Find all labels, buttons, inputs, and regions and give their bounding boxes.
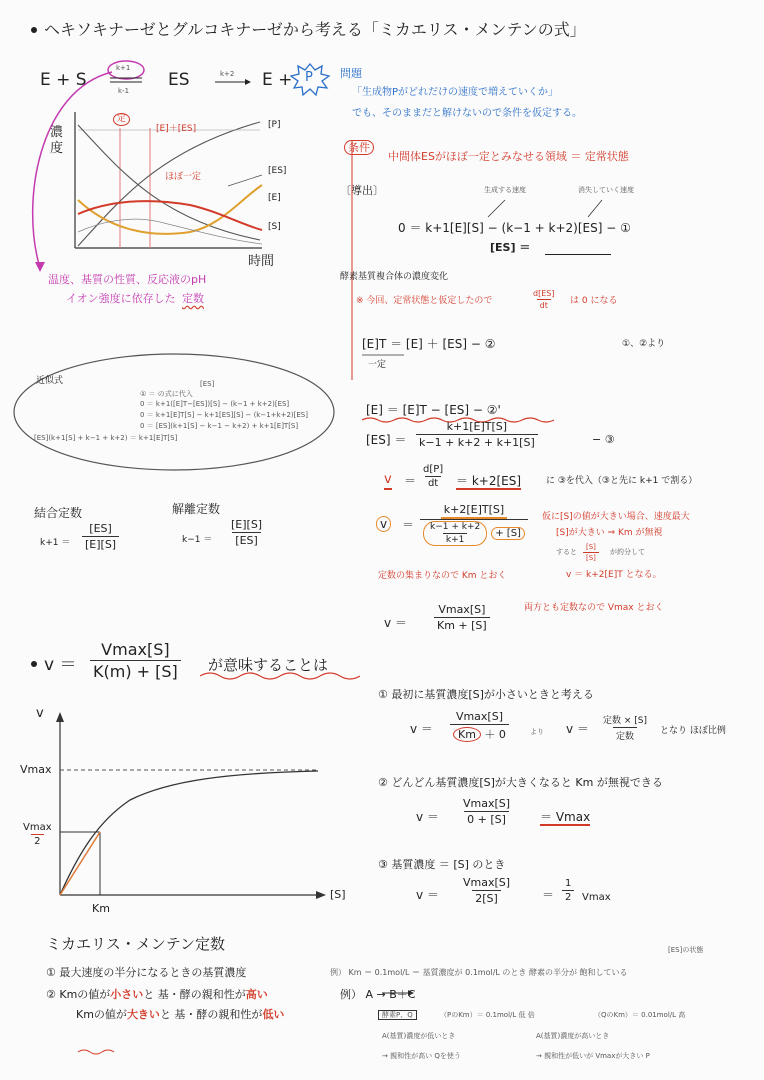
side-note-1: 仮に[S]の値が大きい場合、速度最大	[542, 512, 690, 522]
velocity-substitution-note: に ③を代入（③と先に k+1 で割る）	[546, 476, 698, 486]
curve-label-p: [P]	[268, 120, 281, 130]
case-3-half: $\frac{1}{2}$	[562, 878, 574, 903]
mm-row-2a: ② Kmの値が小さいと 基・酵の親和性が高い	[46, 988, 268, 1001]
mm-row-2a-example: 例） A → B＋C	[340, 988, 416, 1001]
case-2-result: ＝ Vmax	[540, 810, 590, 826]
constant-tag: 定	[113, 113, 130, 126]
graph2-ylabel: v	[36, 706, 44, 721]
equation-1: 0 ＝ k+1[E][S] − (k−1 + k+2)[ES] − ①	[398, 221, 631, 235]
velocity-fraction: k+2[E]T[S] $\frac{k-1 + k+2}{k+1}$ + [S]	[420, 503, 528, 546]
high-substrate-case: A(基質)濃度が高いとき	[536, 1032, 610, 1040]
k-reverse: k-1	[118, 87, 130, 95]
curve-label-e: [E]	[268, 193, 281, 203]
e-curve	[78, 185, 262, 234]
side-note-3b: が約分して	[610, 548, 645, 556]
section2-fraction: Vmax[S] K(m) + [S]	[90, 640, 181, 681]
mm-row-2b: Kmの値が大きいと 基・酵の親和性が低い	[76, 1008, 285, 1021]
side-note-frac: $\frac{[S]}{[S]}$	[583, 543, 599, 562]
approx-line: [ES](k+1[S] + k−1 + k+2) ＝ k+1[E]T[S]	[34, 434, 178, 442]
velocity-symbol-2: v	[376, 516, 391, 532]
p-curve	[78, 122, 260, 246]
equation-3-fraction: $\frac{k+1[E]T[S]}{k-1 + k+2 + k+1[S]}$	[416, 420, 538, 449]
graph2-half-vmax: Vmax 2	[23, 822, 52, 847]
low-substrate-case: A(基質)濃度が低いとき	[382, 1032, 456, 1040]
rate-note-line2: イオン強度に依存した	[66, 292, 176, 305]
k-plus-2: k+2	[220, 70, 235, 78]
equation-2: [E]T ＝ [E] ＋ [ES] − ②	[362, 337, 496, 351]
km-definition-note: 定数の集まりなので Km とおく	[378, 571, 507, 581]
approx-constant-label: ほぼ一定	[165, 172, 202, 182]
rate-note-const: 定数	[182, 292, 204, 305]
problem-header: 問題	[340, 67, 362, 80]
mm-constant-es-state: [ES]の状態	[668, 946, 704, 954]
es-sum-label: [E]＋[ES]	[156, 124, 197, 134]
reaction-complex: ES	[168, 70, 190, 90]
product-label: P	[305, 70, 313, 85]
des-dt-fraction: $\frac{d[ES]}{dt}$	[533, 289, 555, 310]
velocity-k2-es: ＝ k+2[ES]	[456, 474, 521, 490]
approx-tag: [ES]	[200, 380, 215, 388]
condition-text: 中間体ESがほぼ一定とみなせる領域 ＝ 定常状態	[388, 150, 629, 163]
vmax-definition-note: 両方とも定数なので Vmax とおく	[524, 603, 664, 613]
approx-line: 0 ＝ [ES](k+1[S] − k−1 − k+2) + k+1[E]T[S]	[140, 422, 299, 430]
equation-3-lhs: [ES] ＝	[366, 433, 407, 447]
problem-line2: でも、そのままだと解けないので条件を仮定する。	[352, 108, 582, 119]
approx-title: 近似式	[36, 376, 64, 386]
magenta-pointer-arrow	[33, 72, 112, 268]
case-3: ③ 基質濃度 ＝ [S] のとき	[378, 858, 506, 871]
reaction-rhs: E +	[262, 70, 293, 90]
case-1-result: となり ほぼ比例	[660, 726, 726, 736]
side-note-4: v ＝ k+2[E]T となる。	[566, 570, 662, 580]
low-substrate-choice: → 親和性が高い Qを使う	[382, 1052, 461, 1060]
mm-constant-title: ミカエリス・メンテン定数	[46, 935, 225, 953]
approx-line: 0 ＝ k+1[E]T[S] − k+1[ES][S] − (k−1+k+2)[ES]	[140, 411, 308, 419]
curve-label-s: [S]	[268, 222, 281, 232]
binding-constant-title: 結合定数	[34, 506, 83, 520]
title-bullet	[31, 27, 37, 33]
graph1-xlabel: 時間	[248, 254, 275, 269]
section2-tail: が意味することは	[208, 656, 329, 674]
condition-label: 条件	[344, 140, 374, 155]
note-loss-rate: 消失していく速度	[578, 186, 634, 194]
side-note-3a: すると	[556, 548, 577, 556]
rate-note-line1: 温度、基質の性質、反応液のpH	[48, 273, 207, 286]
equation-2-prime: [E] ＝ [E]T − [ES] − ②'	[366, 403, 501, 417]
problem-line1: 「生成物Pがどれだけの速度で増えていくか」	[352, 87, 559, 98]
michaelis-menten-graph	[56, 712, 326, 899]
case-3-fraction: Vmax[S] 2[S]	[463, 876, 511, 905]
steady-state-assumption: ※ 今回、定常状態と仮定したので	[356, 296, 493, 306]
mm-row-1-example: 例） Km ＝ 0.1mol/L ＝ 基質濃度が 0.1mol/L のとき 酵素の半分が 飽和している	[330, 968, 628, 977]
enzyme-complex-note: 酵素基質複合体の濃度変化	[340, 272, 449, 282]
equation-2-constant: 一定	[368, 360, 387, 370]
case-2-fraction: Vmax[S] 0 + [S]	[463, 797, 511, 826]
mm-row-1: ① 最大速度の半分になるときの基質濃度	[46, 966, 247, 979]
derivation-header: 〔導出〕	[340, 184, 384, 197]
steady-state-result: は 0 になる	[570, 296, 618, 306]
case-1-fraction: Vmax[S] Km ＋ 0	[450, 710, 509, 742]
case-2: ② どんどん基質濃度[S]が大きくなると Km が無視できる	[378, 776, 663, 789]
dissociation-constant-title: 解離定数	[172, 502, 221, 516]
k-forward: k+1	[116, 64, 131, 72]
reaction-lhs: E + S	[40, 70, 87, 90]
graph2-km-label: Km	[92, 902, 110, 915]
enzyme-q-km: （QのKm）＝ 0.01mol/L 高	[594, 1011, 686, 1019]
km-group: $\frac{k-1 + k+2}{k+1}$	[423, 521, 487, 546]
graph2-xlabel: [S]	[330, 888, 346, 901]
dissociation-constant-fraction: $\frac{[E][S]}{[ES]}$	[231, 518, 263, 547]
dp-dt-fraction: $\frac{d[P]}{dt}$	[423, 464, 444, 489]
dissociation-constant-lhs: k−1 ＝	[182, 535, 213, 545]
binding-constant-fraction: $\frac{[ES]}{[E][S]}$	[82, 522, 119, 551]
curve-label-es: [ES]	[268, 166, 287, 176]
case-3-result: Vmax	[582, 892, 611, 903]
page-title: ヘキソキナーゼとグルコキナーゼから考える「ミカエリス・メンテンの式」	[44, 20, 586, 39]
note-generation-rate: 生成する速度	[484, 186, 526, 194]
binding-constant-lhs: k+1 ＝	[40, 538, 71, 548]
case-1-fraction-2: 定数 × [S] 定数	[603, 716, 647, 742]
side-note-2: [S]が大きい ⇒ Km が無視	[556, 528, 663, 538]
approx-line: ① ＝ の式に代入	[140, 390, 193, 398]
graph1-ylabel: 濃度	[50, 125, 64, 157]
section2-v: v ＝	[44, 655, 77, 675]
enzyme-p-km: （PのKm）＝ 0.1mol/L 低 倍	[440, 1011, 535, 1019]
velocity-symbol: v	[384, 472, 392, 490]
case-1: ① 最初に基質濃度[S]が小さいときと考える	[378, 688, 594, 701]
enzyme-pq-label: 酵素P、Q	[378, 1010, 417, 1020]
equation-1-es: [ES] ＝	[490, 241, 531, 254]
equation-3-tag: − ③	[592, 433, 615, 446]
vmax-fraction: Vmax[S] Km + [S]	[434, 603, 490, 632]
approx-line: 0 ＝ k+1([E]T−[ES])[S] − (k−1 + k+2)[ES]	[140, 400, 290, 408]
high-substrate-choice: → 親和性が低いが Vmaxが大きい P	[536, 1052, 650, 1060]
graph2-vmax-label: Vmax	[20, 763, 52, 776]
equation-2-tag: ①、②より	[622, 339, 666, 349]
